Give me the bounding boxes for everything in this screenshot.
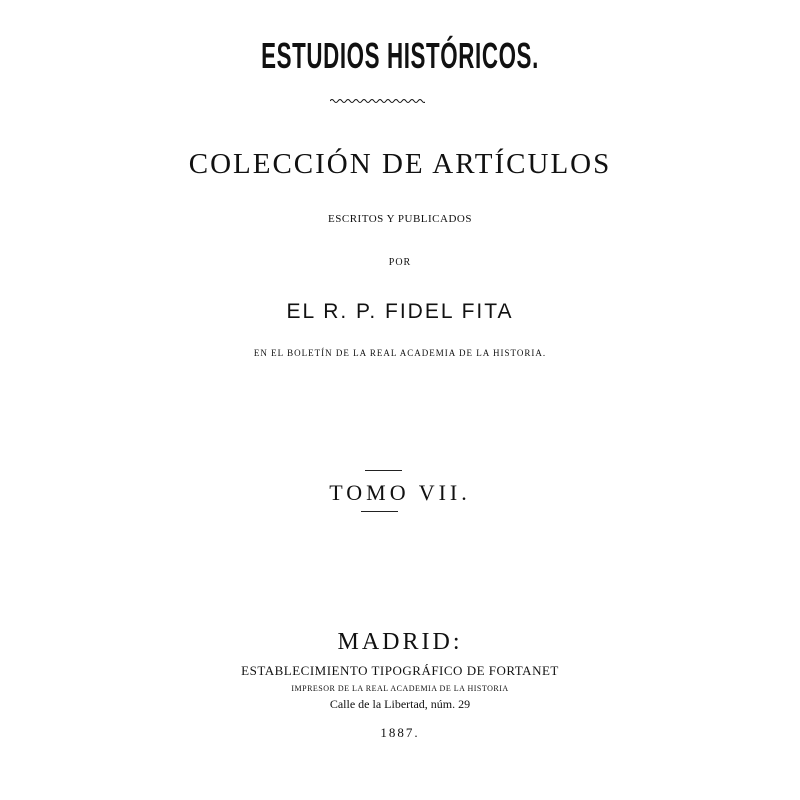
wavy-divider [330,98,425,104]
imprint-city: MADRID: [337,629,463,655]
imprint-printer-role: IMPRESOR DE LA REAL ACADEMIA DE LA HISTORIA [291,684,509,693]
author-name: EL R. P. FIDEL FITA [286,300,514,323]
source-publication-line: EN EL BOLETÍN DE LA REAL ACADEMIA DE LA HISTORIA. [253,348,547,358]
written-published-line: ESCRITOS Y PUBLICADOS [328,213,472,225]
imprint-year: 1887. [380,725,420,740]
book-title: ESTUDIOS HISTÓRICOS. [261,35,539,76]
volume-rule-top [365,470,402,471]
volume-label: TOMO VII. [329,480,471,505]
volume-rule-bottom [361,511,398,512]
collection-subtitle: COLECCIÓN DE ARTÍCULOS [188,148,612,180]
imprint-address: Calle de la Libertad, núm. 29 [329,697,471,711]
imprint-establishment: ESTABLECIMIENTO TIPOGRÁFICO DE FORTANET [241,663,559,678]
by-line: POR [388,257,412,268]
